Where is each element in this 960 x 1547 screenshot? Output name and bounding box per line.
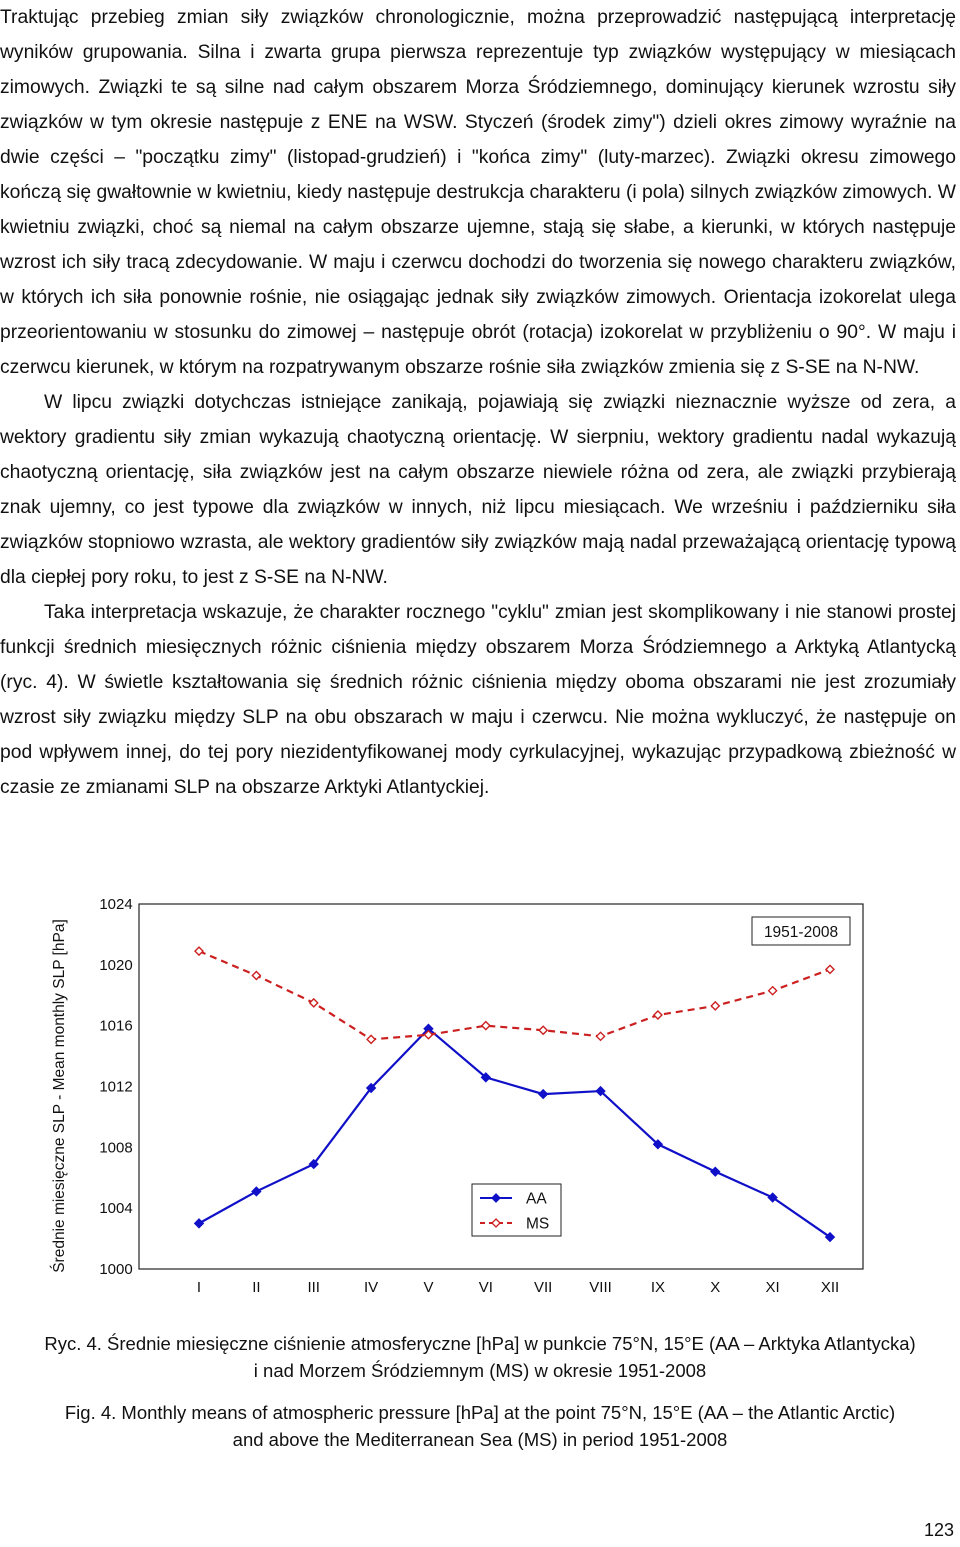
y-tick-label: 1004 [99, 1200, 133, 1218]
paragraph-1: Traktując przebieg zmian siły związków chronologicznie, można przeprowadzić następującą interpretację wyników grupowania. Silna i zwarta grupa pierwsza reprezentuje typ związków występujący w miesiącach zimowych. Związki te są silne nad całym obszarem Morza Śródziemnego, dominujący kierunek wzrostu siły związków w tym okresie następuje z ENE na WSW. Styczeń (środek zimy") dzieli okres zimowy wyraźnie na dwie części – "początku zimy" (listopad-grudzień) i "końca zimy" (luty-marzec). Związki okresu zimowego kończą się gwałtownie w kwietniu, kiedy następuje destrukcja charakteru (i pola) silnych związków zimowych. W kwietniu związki, choć są niemal na całym obszarze ujemne, stają się słabe, a kierunki, w których następuje wzrost ich siły tracą zdecydowanie. W maju i czerwcu dochodzi do tworzenia się nowego charakteru związków, w których ich siła ponownie rośnie, nie osiągając jednak siły związków zimowych. Orientacja izokorelat ulega przeorientowaniu w stosunku do zimowej – następuje obrót (rotacja) izokorelat w przybliżeniu o 90°. W maju i czerwcu kierunek, w którym na rozpatrywanym obszarze rośnie siła związków zmienia się z S-SE na N-NW. [0, 7, 956, 378]
page-number: 123 [923, 1520, 954, 1540]
x-tick-label: X [710, 1279, 721, 1296]
x-axis-ticks [197, 1279, 839, 1296]
x-tick-label: II [252, 1279, 261, 1296]
y-tick-label: 1008 [99, 1139, 133, 1157]
x-tick-label: IX [650, 1279, 666, 1296]
x-tick-label: XII [820, 1279, 840, 1296]
y-tick-label: 1000 [99, 1261, 133, 1278]
caption-pl-line-1: Ryc. 4. Średnie miesięczne ciśnienie atmosferyczne [hPa] w punkcie 75°N, 15°E (AA – Arktyka Atlantycka) [44, 1333, 916, 1354]
y-tick-label: 1016 [99, 1017, 133, 1035]
y-tick-label: 1012 [99, 1078, 133, 1096]
x-tick-label: VII [534, 1279, 553, 1296]
x-tick-label: III [307, 1279, 320, 1296]
period-label: 1951-2008 [763, 924, 839, 941]
paragraph-2: W lipcu związki dotychczas istniejące zanikają, pojawiają się związki nieznacznie wyższe od zera, a wektory gradientu siły zmian wykazują chaotyczną orientację. W sierpniu, wektory gradientu nadal wykazują chaotyczną orientację, siła związków jest na całym obszarze niewiele różna od zera, ale związki przybierają znak ujemny, co jest typowe dla związków w innych, niż lipcu miesiącach. We wrześniu i październiku siła związków stopniowo wzrasta, ale wektory gradientów siły związków mają nadal przeważającą orientację typową dla ciepłej pory roku, to jest z S-SE na N-NW. [0, 392, 956, 588]
caption-en-line-1: Fig. 4. Monthly means of atmospheric pressure [hPa] at the point 75°N, 15°E (AA – the Atlantic Arctic) [64, 1402, 896, 1423]
x-tick-label: VIII [589, 1279, 612, 1296]
x-tick-label: IV [363, 1279, 379, 1296]
chart-legend [472, 1184, 561, 1236]
x-tick-label: VI [478, 1279, 493, 1296]
period-box [752, 917, 850, 945]
figure-caption-english [0, 1399, 960, 1453]
y-axis-ticks [99, 896, 132, 1278]
caption-en-line-2: and above the Mediterranean Sea (MS) in period 1951-2008 [232, 1429, 728, 1450]
figure-caption-polish [0, 1330, 960, 1384]
legend-label-aa: AA [526, 1190, 547, 1208]
chart-y-axis-label: Średnie miesięczne SLP - Mean monthly SLP [hPa] [51, 919, 68, 1273]
x-tick-label: XI [765, 1279, 780, 1296]
y-tick-label: 1024 [99, 896, 133, 913]
x-tick-label: V [423, 1279, 434, 1296]
paragraph-3: Taka interpretacja wskazuje, że charakter rocznego "cyklu" zmian jest skomplikowany i nie stanowi prostej funkcji średnich miesięcznych różnic ciśnienia między obszarem Morza Śródziemnego a Arktyką Atlantycką (ryc. 4). W świetle kształtowania się średnich różnic ciśnienia między oboma obszarami nie jest zrozumiały wzrost siły związku między SLP na obu obszarach w maju i czerwcu. Nie można wykluczyć, że następuje on pod wpływem innej, do tej pory niezidentyfikowanej mody cyrkulacyjnej, wykazując przypadkową zbieżność w czasie ze zmianami SLP na obszarze Arktyki Atlantyckiej. [0, 602, 956, 798]
y-tick-label: 1020 [99, 956, 133, 974]
slp-chart [60, 888, 880, 1298]
caption-pl-line-2: i nad Morzem Śródziemnym (MS) w okresie 1951-2008 [253, 1360, 707, 1381]
chart-svg [60, 888, 880, 1298]
x-tick-label: I [196, 1279, 202, 1296]
legend-label-ms: MS [526, 1215, 550, 1233]
